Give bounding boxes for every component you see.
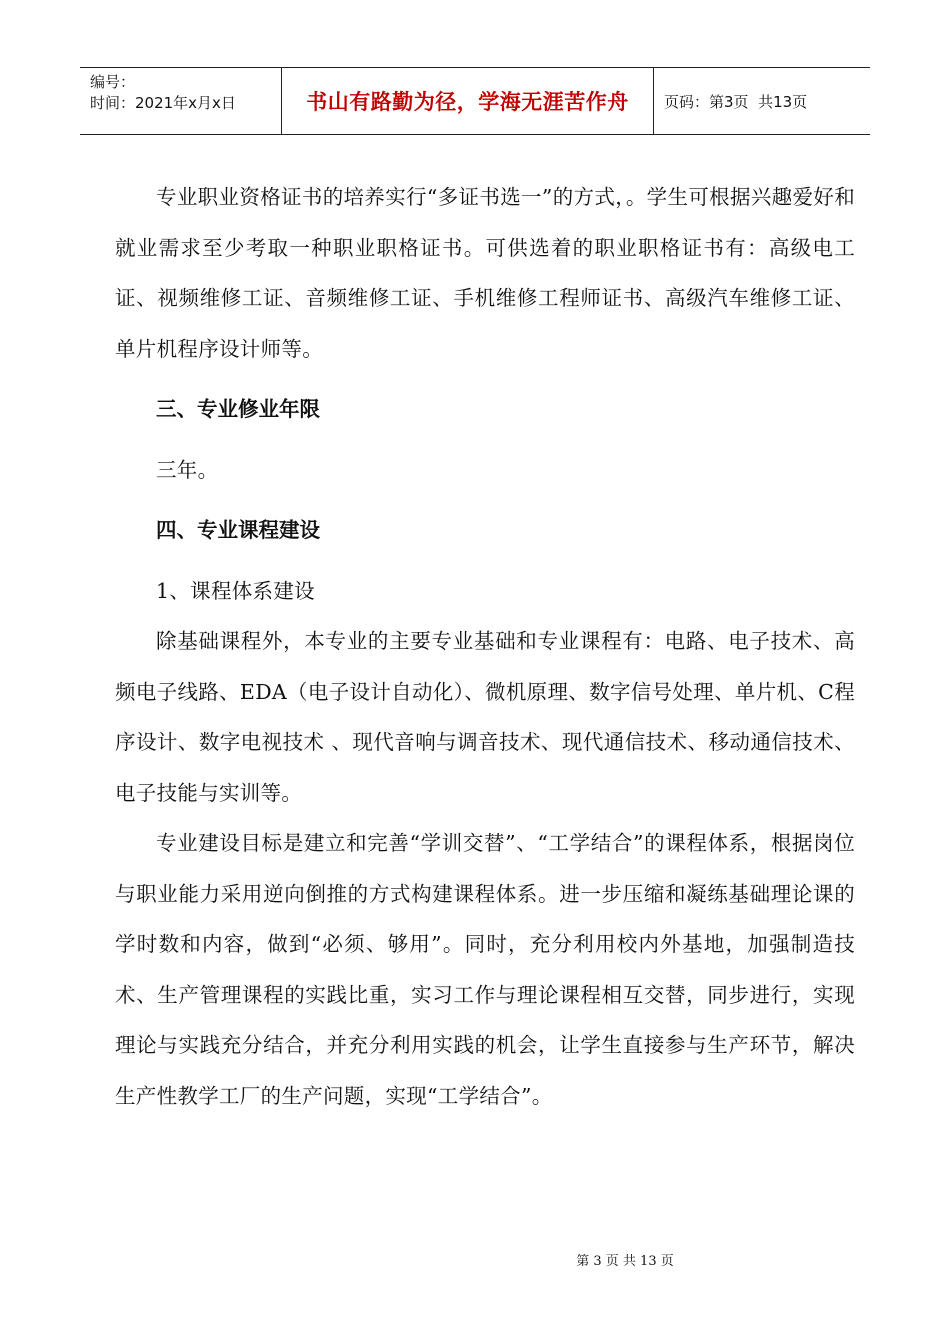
header-motto: 书山有路勤为径，学海无涯苦作舟 bbox=[282, 68, 654, 134]
paragraph-duration: 三年。 bbox=[156, 457, 219, 482]
section-heading-duration: 三、专业修业年限 bbox=[156, 397, 320, 421]
section-heading-curriculum: 四、专业课程建设 bbox=[156, 518, 320, 542]
document-header bbox=[80, 67, 870, 135]
page-footer: 第 3 页 共 13 页 bbox=[576, 1254, 674, 1269]
header-page-info-cell bbox=[654, 68, 870, 134]
header-page-info: 页码：第3页 共13页 bbox=[664, 92, 808, 111]
document-date-label: 时间：2021年x月x日 bbox=[90, 94, 236, 112]
document-number-label: 编号： bbox=[90, 73, 136, 91]
document-body bbox=[115, 172, 855, 1121]
paragraph-certificates: 专业职业资格证书的培养实行“多证书选一”的方式，。学生可根据兴趣爱好和就业需求至少考取一种职业职格证书。可供选着的职业职格证书有：高级电工证、视频维修工证、音频维修工证、手机维修工程师证书、高级汽车维修工证、单片机程序设计师等。 bbox=[115, 185, 855, 361]
subheading-curriculum-system: 1、课程体系建设 bbox=[156, 578, 315, 603]
paragraph-goals: 专业建设目标是建立和完善“学训交替”、“工学结合”的课程体系，根据岗位与职业能力采用逆向倒推的方式构建课程体系。进一步压缩和凝练基础理论课的学时数和内容，做到“必须、够用”。同时，充分利用校内外基地，加强制造技术、生产管理课程的实践比重，实习工作与理论课程相互交替，同步进行，实现理论与实践充分结合，并充分利用实践的机会，让学生直接参与生产环节，解决生产性教学工厂的生产问题，实现“工学结合”。 bbox=[115, 831, 855, 1108]
paragraph-courses: 除基础课程外，本专业的主要专业基础和专业课程有：电路、电子技术、高频电子线路、EDA（电子设计自动化）、微机原理、数字信号处理、单片机、C程序设计、数字电视技术 、现代音响与调音技术、现代通信技术、移动通信技术、电子技能与实训等。 bbox=[115, 629, 855, 805]
header-meta-cell bbox=[80, 68, 282, 134]
